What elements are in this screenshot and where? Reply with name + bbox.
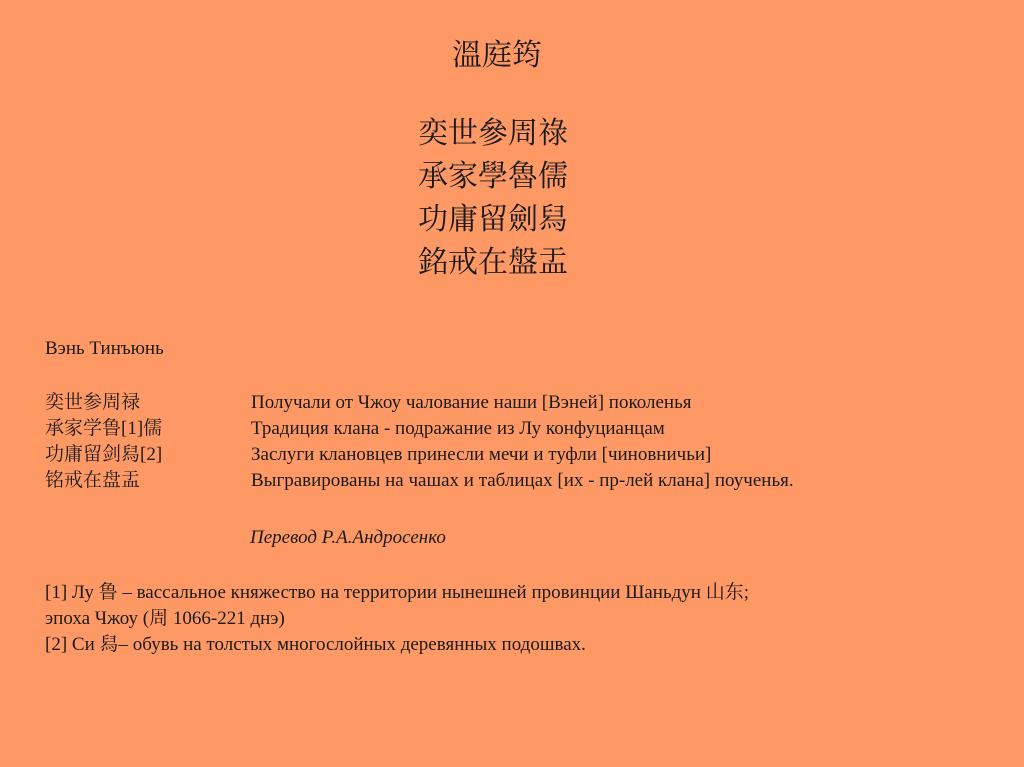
translation-row [45,416,794,442]
footnote: эпоха Чжоу (周 1066-221 днэ) [45,608,285,629]
poem-original [418,112,568,284]
poem-title: 溫庭筠 [452,38,542,73]
russian-line: Традиция клана - подражание из Лу конфуцианцам [251,418,665,439]
poem-line: 奕世參周祿 [418,116,568,151]
translator-credit: Перевод Р.А.Андросенко [250,527,446,548]
translation-row [45,390,794,416]
footnote: [1] Лу 鲁 – вассальное княжество на территории нынешней провинции Шаньдун 山东; [45,582,750,603]
translation-row [45,442,794,468]
translation-row [45,468,794,494]
footnote: [2] Си 舄– обувь на толстых многослойных деревянных подошвах. [45,634,586,655]
chinese-line: 铭戒在盘盂 [45,470,141,491]
poem-line: 銘戒在盤盂 [418,245,568,280]
russian-line: Заслуги клановцев принесли мечи и туфли [чиновничьи] [251,444,712,465]
russian-line: Выгравированы на чашах и таблицах [их - пр-лей клана] поученья. [251,470,794,491]
poem-line: 功庸留劍舄 [418,202,568,237]
translation-table [45,390,794,494]
russian-line: Получали от Чжоу чалование наши [Вэней] поколенья [251,392,692,413]
footnotes [45,580,749,658]
poem-line: 承家學魯儒 [418,159,568,194]
author-name: Вэнь Тинъюнь [45,338,164,359]
chinese-line: 功庸留剑舄[2] [45,444,163,465]
chinese-line: 奕世参周禄 [45,392,141,413]
chinese-line: 承家学鲁[1]儒 [45,418,163,439]
